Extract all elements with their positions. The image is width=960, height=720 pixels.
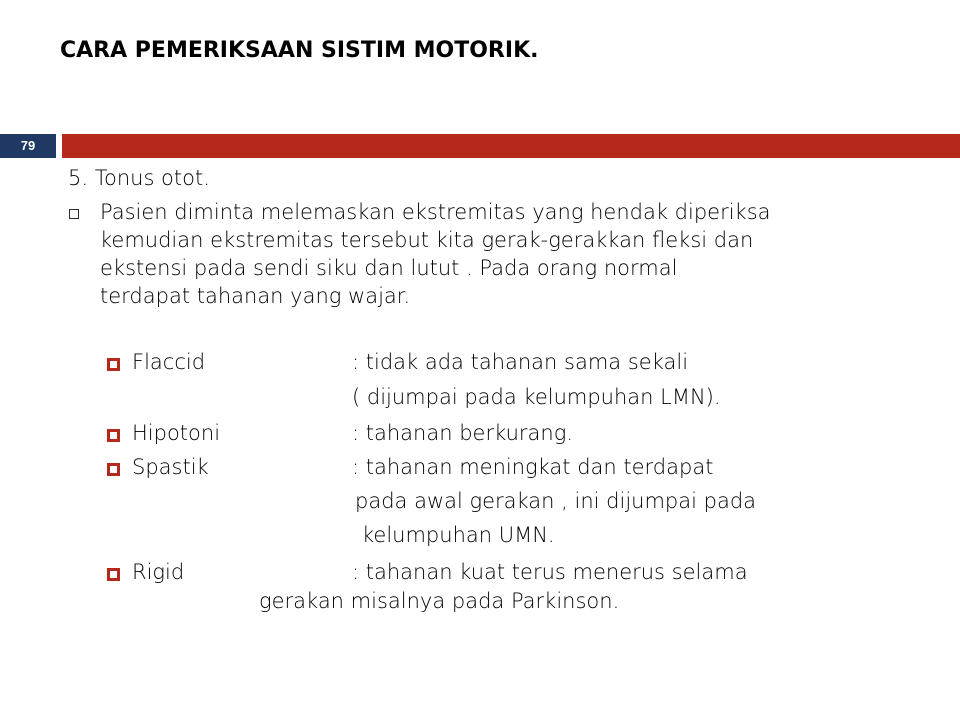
item-definition-line: : tahanan berkurang. [352, 421, 573, 445]
item-term-flaccid: Flaccid [132, 350, 206, 374]
item-definition-line: pada awal gerakan , ini dijumpai pada [355, 489, 757, 513]
item-definition-line: kelumpuhan UMN. [362, 523, 555, 547]
title-bar [62, 134, 960, 158]
item-definition-line: : tidak ada tahanan sama sekali [352, 350, 689, 374]
paragraph-line: Pasien diminta melemaskan ekstremitas yang hendak diperiksa [100, 200, 771, 224]
item-definition-line: : tahanan kuat terus menerus selama [352, 560, 748, 584]
square-bullet-icon [107, 429, 120, 442]
paragraph-line: ekstensi pada sendi siku dan lutut . Pada orang normal [100, 256, 678, 280]
item-definition-line: gerakan misalnya pada Parkinson. [259, 589, 620, 613]
slide-title: CARA PEMERIKSAAN SISTIM MOTORIK. [60, 38, 539, 63]
square-bullet-icon [107, 358, 120, 371]
item-term-hipotoni: Hipotoni [132, 421, 221, 445]
item-term-spastik: Spastik [132, 455, 209, 479]
hollow-square-bullet-icon [69, 209, 79, 219]
paragraph-line: terdapat tahanan yang wajar. [100, 284, 411, 308]
item-definition-line: : tahanan meningkat dan terdapat [352, 455, 714, 479]
item-definition-line: ( dijumpai pada kelumpuhan LMN). [352, 385, 721, 409]
section-subheading: 5. Tonus otot. [68, 166, 210, 190]
paragraph-line: kemudian ekstremitas tersebut kita gerak-gerakkan fleksi dan [100, 228, 754, 252]
square-bullet-icon [107, 568, 120, 581]
page-number-badge: 79 [0, 134, 56, 158]
square-bullet-icon [107, 463, 120, 476]
item-term-rigid: Rigid [132, 560, 185, 584]
